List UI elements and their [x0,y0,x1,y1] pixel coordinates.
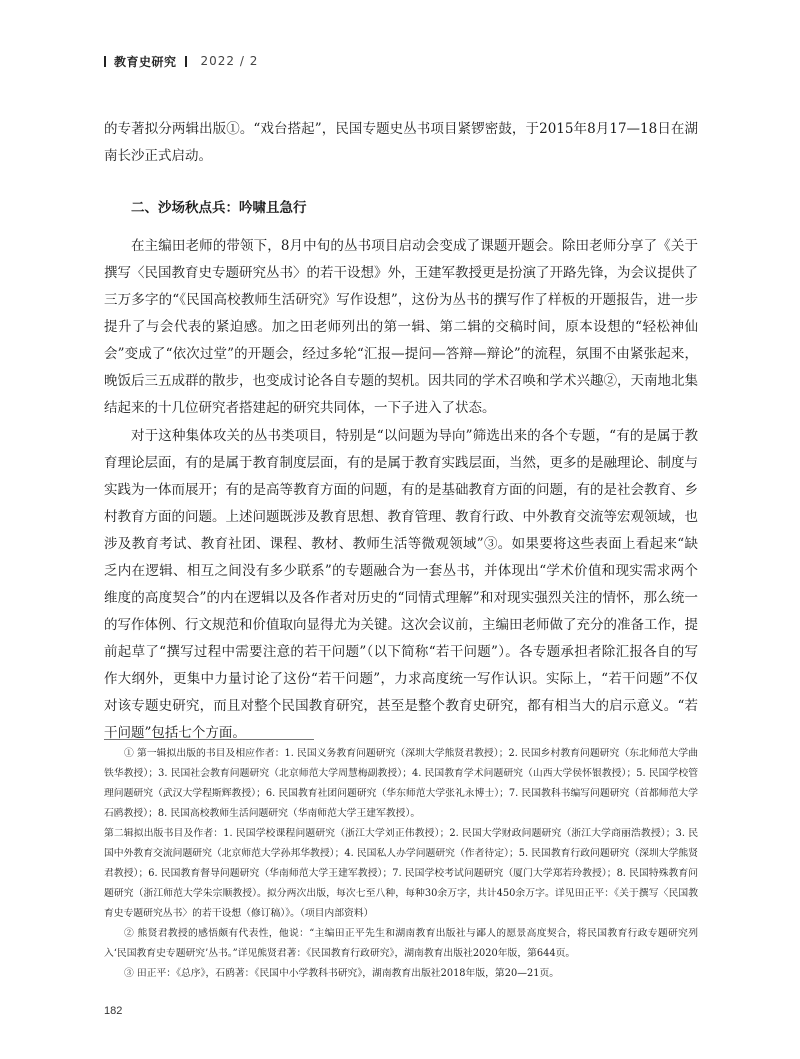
intro-paragraph [104,116,698,170]
footnote-1-continued: 第二辑拟出版书目及作者：1. 民国学校课程问题研究（浙江大学刘正伟教授）；2. 民国大学财政问题研究（浙江大学商丽浩教授）；3. 民国中外教育交流问题研究（北京师范大学孙邦华教授）；4. 民国私人办学问题研究（作者待定）；5. 民国教育行政问题研究（深圳大学熊贤君教授）；6. 民国教育督导问题研究（华南师范大学王建军教授）；7. 民国学校考试问题研究（厦门大学郑若玲教授）；8. 民国特殊教育问题研究（浙江师范大学朱宗顺教授）。拟分两次出版，每次七至八种，每种30余万字，共计450余万字。详见田正平：《关于撰写〈民国教育史专题研究丛书〉的若干设想（修订稿）》。（项目内部资料） [104,828,698,919]
issue-number: 2022 / 2 [200,54,259,68]
footnote-3: ③ 田正平：《总序》，石鸥著：《民国中小学教科书研究》，湖南教育出版社2018年版，第20—21页。 [124,968,560,979]
running-header [104,53,258,69]
section-heading: 二、沙场秋点兵：吟啸且急行 [131,200,307,216]
paragraph-text: 的专著拟分两辑出版①。“戏台搭起”，民国专题史丛书项目紧锣密鼓，于2015年8月17—18日在湖南长沙正式启动。 [104,121,698,164]
body-paragraph-2 [104,423,698,747]
page-number: 182 [104,1005,123,1017]
journal-name: 教育史研究 [114,54,177,69]
header-bar-left [104,56,106,67]
header-bar-right [185,56,187,67]
paragraph-text: 在主编田老师的带领下，8月中旬的丛书项目启动会变成了课题开题会。除田老师分享了《关于撰写〈民国教育史专题研究丛书〉的若干设想》外，王建军教授更是扮演了开路先锋，为会议提供了三万多字的“《民国高校教师生活研究》写作设想”，这份为丛书的撰写作了样板的开题报告，进一步提升了与会代表的紧迫感。加之田老师列出的第一辑、第二辑的交稿时间，原本设想的“轻松神仙会”变成了“依次过堂”的开题会，经过多轮“汇报—提问—答辩—辩论”的流程，氛围不由紧张起来，晚饭后三五成群的散步，也变成讨论各自专题的契机。因共同的学术召唤和学术兴趣②，天南地北集结起来的十几位研究者搭建起的研究共同体，一下子进入了状态。 [104,238,698,416]
footnotes [104,744,698,984]
footnote-1: ① 第一辑拟出版的书目及相应作者：1. 民国义务教育问题研究（深圳大学熊贤君教授）；2. 民国乡村教育问题研究（东北师范大学曲铁华教授）；3. 民国社会教育问题研究（北京师范大学周慧梅副教授）；4. 民国教育学术问题研究（山西大学侯怀银教授）；5. 民国学校管理问题研究（武汉大学程斯辉教授）；6. 民国教育社团问题研究（华东师范大学张礼永博士）；7. 民国教科书编写问题研究（首都师范大学石鸥教授）；8. 民国高校教师生活问题研究（华南师范大学王建军教授）。 [104,748,698,819]
footnote-divider [104,739,314,740]
body-paragraph-1 [104,233,698,422]
paragraph-text: 对于这种集体攻关的丛书类项目，特别是“以问题为导向”筛选出来的各个专题，“有的是属于教育理论层面，有的是属于教育制度层面，有的是属于教育实践层面，当然，更多的是融理论、制度与实践为一体而展开；有的是高等教育方面的问题，有的是基础教育方面的问题，有的是社会教育、乡村教育方面的问题。上述问题既涉及教育思想、教育管理、教育行政、中外教育交流等宏观领域，也涉及教育考试、教育社团、课程、教材、教师生活等微观领域”③。如果要将这些表面上看起来“缺乏内在逻辑、相互之间没有多少联系”的专题融合为一套丛书，并体现出“学术价值和现实需求两个维度的高度契合”的内在逻辑以及各作者对历史的“同情式理解”和对现实强烈关注的情怀，那么统一的写作体例、行文规范和价值取向显得尤为关键。这次会议前，主编田老师做了充分的准备工作，提前起草了“撰写过程中需要注意的若干问题”（以下简称“若干问题”）。各专题承担者除汇报各自的写作大纲外，更集中力量讨论了这份“若干问题”，力求高度统一写作认识。实际上，“若干问题”不仅对该专题史研究，而且对整个民国教育研究，甚至是整个教育史研究，都有相当大的启示意义。“若干问题”包括七个方面。 [104,428,698,741]
footnote-2: ② 熊贤君教授的感悟颇有代表性，他说：“主编田正平先生和湖南教育出版社与鄙人的愿景高度契合，将民国教育行政专题研究列入‘民国教育史专题研究’丛书。”详见熊贤君著：《民国教育行政研究》，湖南教育出版社2020年版，第644页。 [104,928,698,959]
